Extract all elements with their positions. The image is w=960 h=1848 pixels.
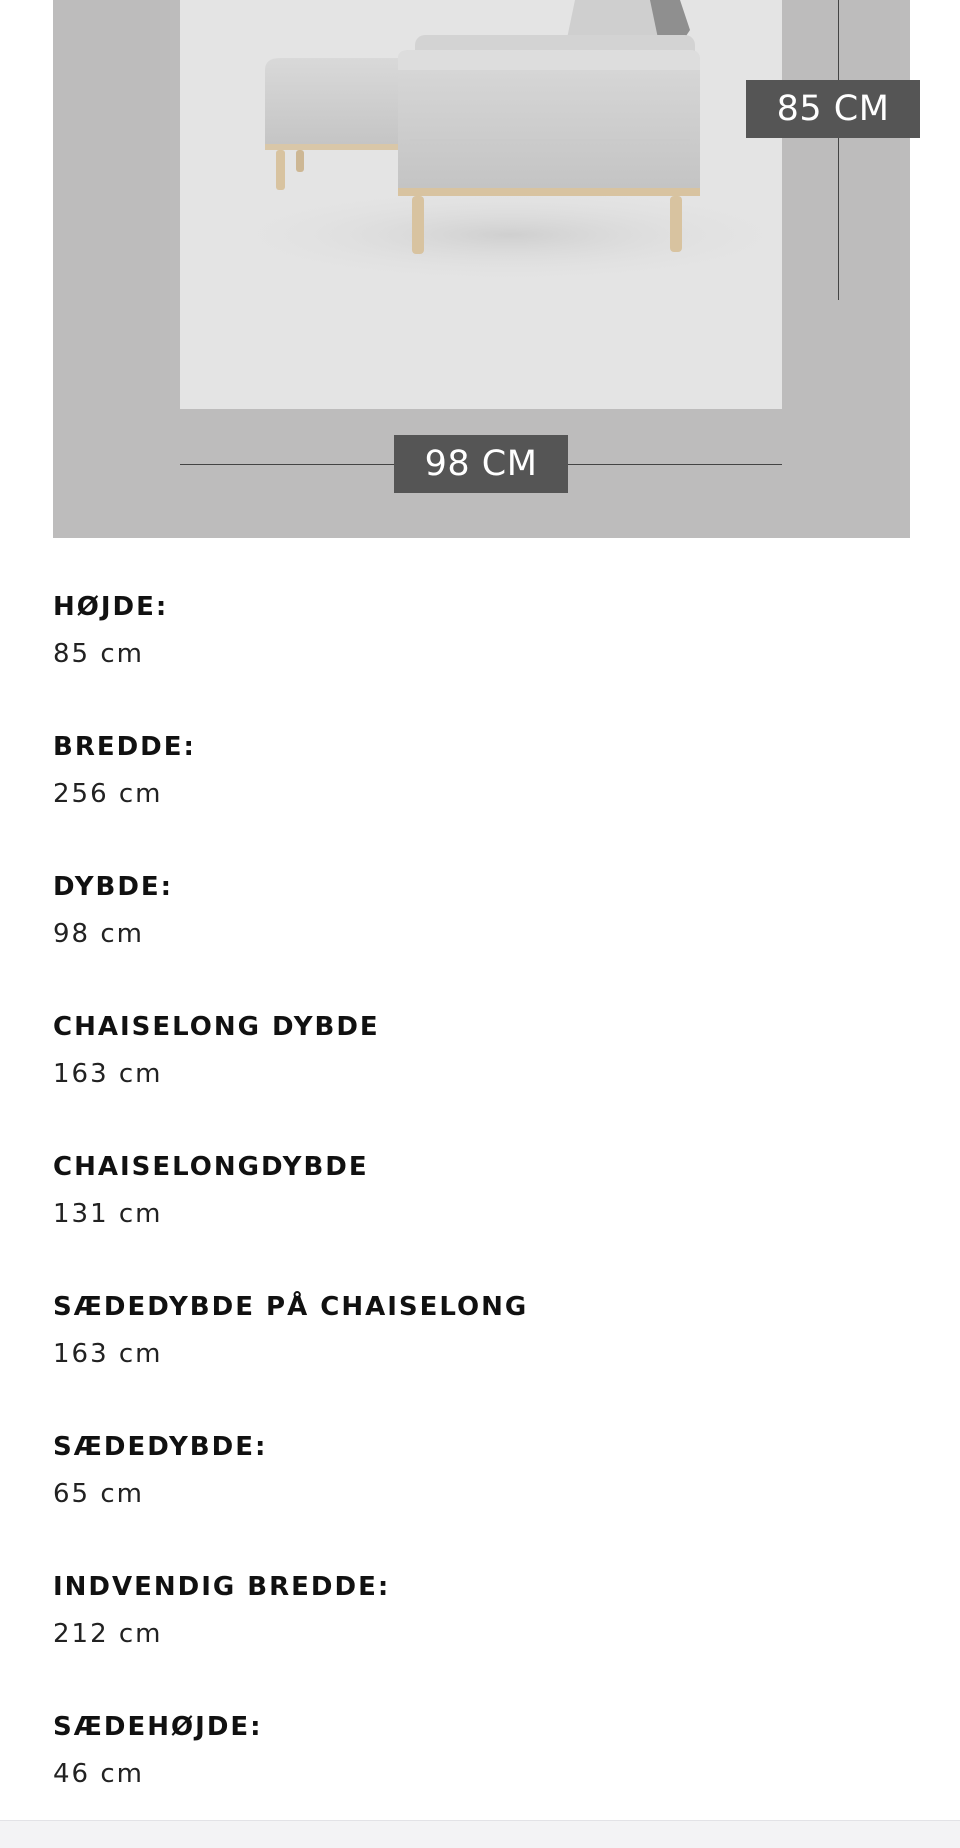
spec-label: CHAISELONGDYBDE <box>53 1152 369 1182</box>
spec-value: 98 cm <box>53 919 144 949</box>
spec-value: 256 cm <box>53 779 163 809</box>
spec-inner-width <box>53 1560 913 1700</box>
spec-height <box>53 580 913 720</box>
bottom-browser-bar <box>0 1820 960 1848</box>
spec-label: INDVENDIG BREDDE: <box>53 1572 391 1602</box>
spec-label: HØJDE: <box>53 592 169 622</box>
sofa-illustration <box>180 0 782 409</box>
spec-label: SÆDEDYBDE: <box>53 1432 268 1462</box>
product-image <box>180 0 782 409</box>
spec-value: 85 cm <box>53 639 144 669</box>
dimension-figure <box>53 0 910 538</box>
depth-dimension-label: 98 CM <box>394 435 568 493</box>
spec-depth <box>53 860 913 1000</box>
dimension-spec-list <box>53 580 913 1840</box>
spec-chaise-depth-alt <box>53 1140 913 1280</box>
spec-seat-depth <box>53 1420 913 1560</box>
height-dimension-label: 85 CM <box>746 80 920 138</box>
spec-chaise-depth <box>53 1000 913 1140</box>
spec-value: 212 cm <box>53 1619 163 1649</box>
spec-value: 163 cm <box>53 1059 163 1089</box>
spec-value: 163 cm <box>53 1339 163 1369</box>
spec-label: SÆDEHØJDE: <box>53 1712 263 1742</box>
spec-label: DYBDE: <box>53 872 174 902</box>
spec-value: 46 cm <box>53 1759 144 1789</box>
spec-chaise-seat-depth <box>53 1280 913 1420</box>
spec-seat-height <box>53 1700 913 1840</box>
spec-label: BREDDE: <box>53 732 196 762</box>
spec-width <box>53 720 913 860</box>
spec-value: 65 cm <box>53 1479 144 1509</box>
spec-label: CHAISELONG DYBDE <box>53 1012 380 1042</box>
height-dimension-line <box>838 0 839 300</box>
spec-label: SÆDEDYBDE PÅ CHAISELONG <box>53 1292 529 1322</box>
spec-value: 131 cm <box>53 1199 163 1229</box>
